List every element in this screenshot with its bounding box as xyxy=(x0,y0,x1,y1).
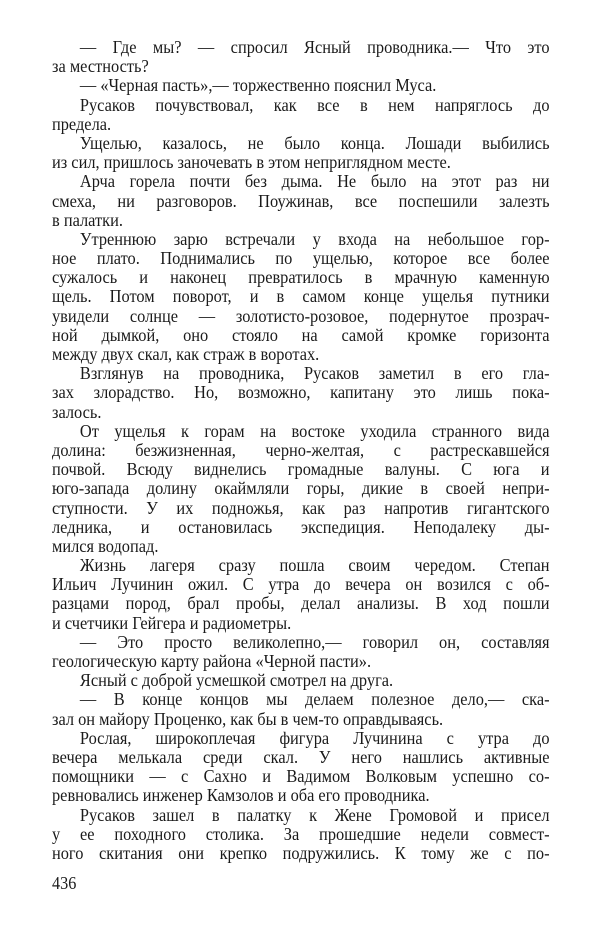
text-line: ного скитания они крепко подружились. К тому же с по- xyxy=(52,842,550,863)
paragraph-first-line: Русаков почувствовал, как все в нем напряглось до xyxy=(79,94,550,115)
book-page-text xyxy=(52,38,550,863)
text-line: и счетчики Гейгера и радиометры. xyxy=(52,612,292,633)
text-line: предела. xyxy=(52,113,112,134)
text-line: ревновались инженер Камзолов и оба его проводника. xyxy=(52,785,430,806)
text-line: между двух скал, как страж в воротах. xyxy=(52,344,320,364)
text-line: за местность? xyxy=(52,56,149,77)
page-number: 436 xyxy=(52,873,77,893)
text-line: Ильич Лучинин ожил. С утра до вечера он возился с об- xyxy=(52,574,550,595)
text-line: ной дымкой, оно стояло на самой кромке горизонта xyxy=(52,324,550,345)
text-line: смеха, ни разговоров. Поужинав, все поспешили залезть xyxy=(52,190,550,211)
paragraph-first-line: Утреннюю зарю встречали у входа на небольшое гор- xyxy=(79,228,550,249)
text-line: у ее походного столика. За прошедшие недели совмест- xyxy=(52,823,550,844)
text-line: ное плато. Поднимались по ущелью, которое все более xyxy=(52,248,550,269)
paragraph-first-line: Взглянув на проводника, Русаков заметил в его гла- xyxy=(79,363,550,384)
paragraph-first-line: — «Черная пасть»,— торжественно пояснил Муса. xyxy=(79,75,437,96)
paragraph-first-line: От ущелья к горам на востоке уходила странного вида xyxy=(79,420,550,441)
paragraph-first-line: — Где мы? — спросил Ясный проводника.— Что это xyxy=(79,37,550,57)
text-line: увидели солнце — золотисто-розовое, подернутое прозрач- xyxy=(52,305,550,326)
text-line: ступности. У их подножья, как раз напротив гигантского xyxy=(52,497,550,518)
text-line: залось. xyxy=(52,401,102,422)
text-line: сужалось и наконец превратилось в мрачную каменную xyxy=(52,267,550,288)
text-line: мился водопад. xyxy=(52,535,159,556)
text-line: вечера мелькала среди скал. У него нашлись активные xyxy=(52,746,550,767)
text-line: зах злорадство. Но, возможно, капитану это лишь пока- xyxy=(52,382,550,403)
paragraph-first-line: — В конце концов мы делаем полезное дело,— ска- xyxy=(79,689,550,710)
text-line: юго-запада долину окаймляли горы, дикие в своей непри- xyxy=(52,478,550,499)
paragraph-first-line: Жизнь лагеря сразу пошла своим чередом. Степан xyxy=(79,555,550,576)
paragraph-first-line: Русаков зашел в палатку к Жене Громовой и присел xyxy=(79,804,550,825)
paragraph-first-line: Ясный с доброй усмешкой смотрел на друга. xyxy=(79,670,394,691)
text-line: долина: безжизненная, черно-желтая, с растрескавшейся xyxy=(52,439,550,460)
paragraph-first-line: — Это просто великолепно,— говорил он, составляя xyxy=(79,631,550,652)
text-line: зал он майору Проценко, как бы в чем-то оправдываясь. xyxy=(52,708,444,729)
text-line: в палатки. xyxy=(52,209,123,230)
text-line: разцами пород, брал пробы, делал анализы. В ход пошли xyxy=(52,593,550,614)
text-line: из сил, пришлось заночевать в этом неприглядном месте. xyxy=(52,152,451,173)
paragraph-first-line: Ущелью, казалось, не было конца. Лошади выбились xyxy=(79,132,550,153)
text-line: почвой. Всюду виднелись громадные валуны. С юга и xyxy=(52,459,550,480)
text-line: геологическую карту района «Черной пасти». xyxy=(52,651,372,671)
text-line: помощники — с Сахно и Вадимом Волковым успешно со- xyxy=(52,766,550,787)
paragraph-first-line: Рослая, широкоплечая фигура Лучинина с утра до xyxy=(79,727,550,748)
text-line: ледника, и остановилась экспедиция. Неподалеку ды- xyxy=(52,516,550,537)
paragraph-first-line: Арча горела почти без дыма. Не было на этот раз ни xyxy=(79,171,550,192)
text-line: щель. Потом поворот, и в самом конце ущелья путники xyxy=(52,286,550,307)
